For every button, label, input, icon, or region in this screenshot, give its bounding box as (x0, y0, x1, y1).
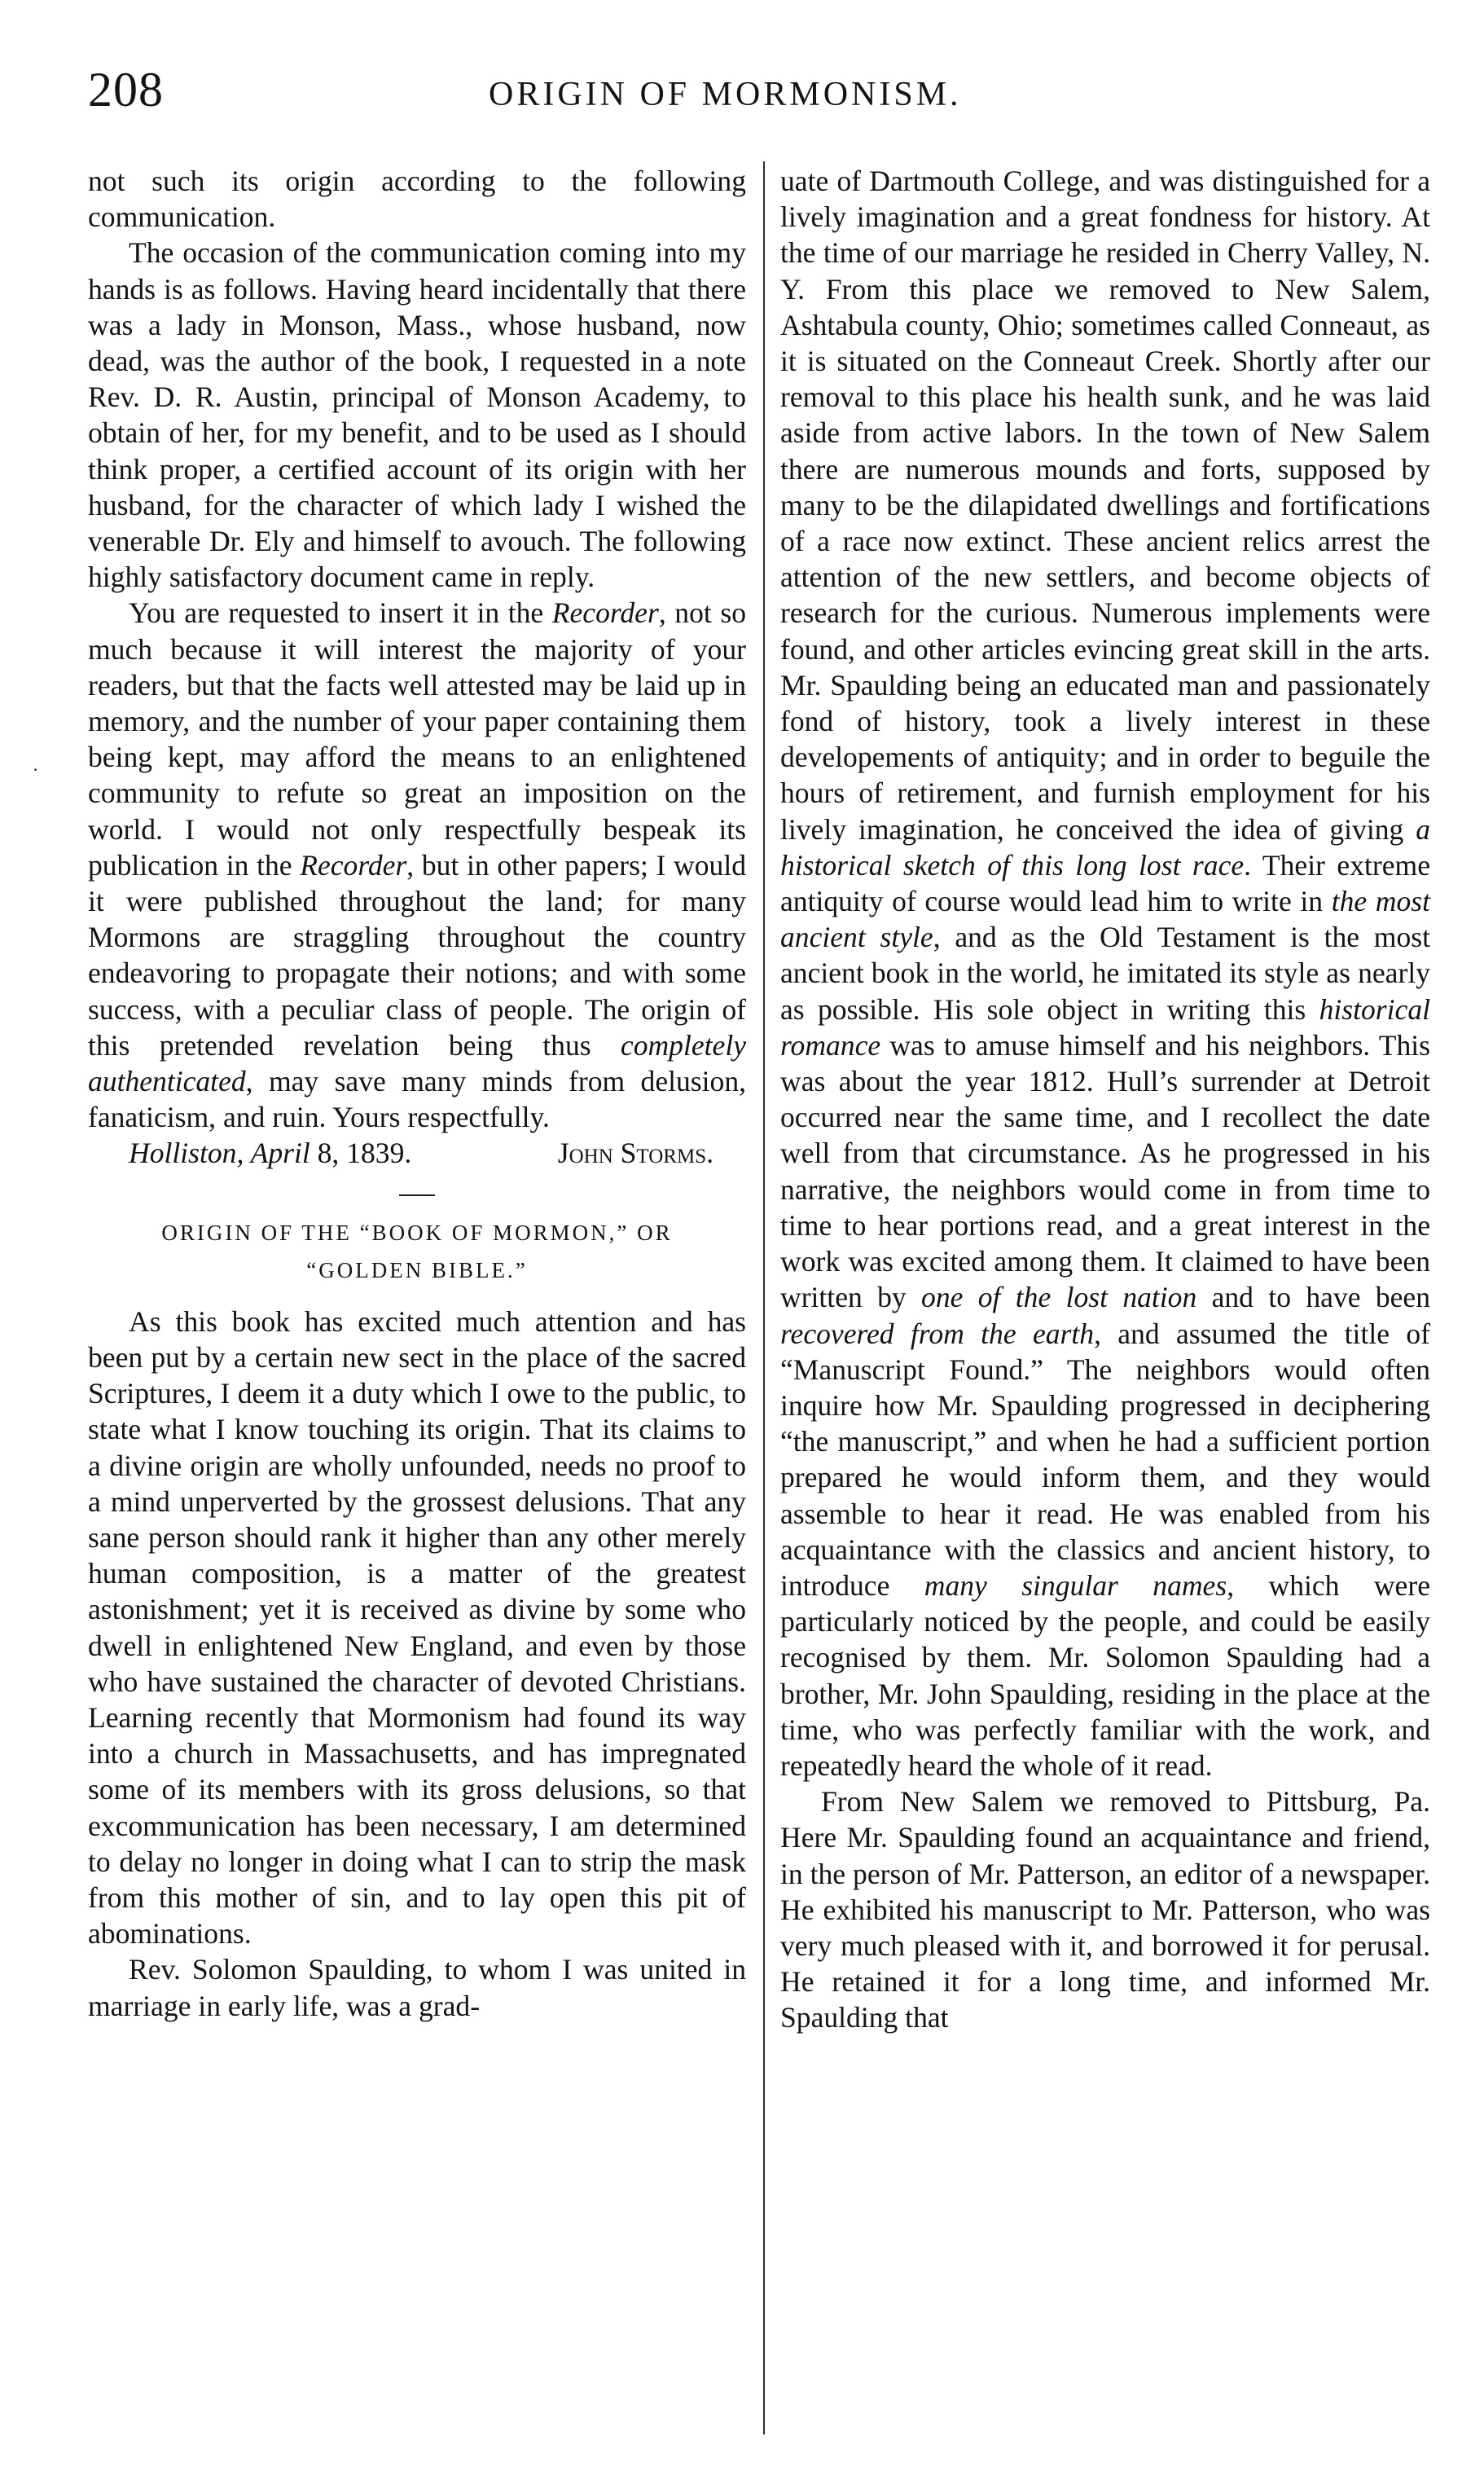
running-head: ORIGIN OF MORMONISM. (489, 76, 962, 113)
article-heading-line: “GOLDEN BIBLE.” (306, 1257, 528, 1282)
italic-run: a historical sketch of this long lost race (780, 812, 1430, 882)
text-run: , and assumed the title of “Manuscript Found.” The neighbors would often inquire how Mr. Spaulding progressed in deciphering “the manuscript,” and when he had a sufficient portion prepared he would inform them, and they would assemble to hear it read. He was enabled from his acquaintance with the classics and ancient history, to introduce (780, 1317, 1430, 1602)
italic-run: one of the lost nation (921, 1281, 1197, 1314)
page-number: 208 (88, 63, 164, 117)
text-run: , and as the Old Testament is the most ancient book in the world, he imitated its style as nearly as possible. His sole object in writing this (780, 921, 1430, 1026)
paragraph: Rev. Solomon Spaulding, to whom I was united in marriage in early life, was a grad- (88, 1953, 746, 2022)
text-run: . Their extreme antiquity of course would lead him to write in (780, 848, 1430, 918)
left-column (88, 163, 746, 2024)
stray-ink-mark: · (33, 759, 39, 780)
right-column (780, 163, 1430, 2036)
italic-run: Recorder (300, 848, 407, 882)
article-heading-line: ORIGIN OF THE “BOOK OF MORMON,” OR (161, 1220, 673, 1245)
column-divider (763, 161, 765, 2434)
text-run: and to have been (1196, 1281, 1430, 1314)
paragraph: As this book has excited much attention and has been put by a certain new sect in the place of the sacred Scriptures, I deem it a duty which I owe to the public, to state what I know touching its origin. That its claims to a divine origin are wholly unfounded, needs no proof to a mind unperverted by the grossest delusions. That any sane person should rank it higher than any other merely human composition, is a matter of the greatest astonishment; yet it is received as divine by some who dwell in enlightened New England, and even by those who have sustained the character of devoted Christians. Learning recently that Mormonism had found its way into a church in Massachusetts, and has impregnated some of its members with its gross delusions, so that excommunication has been necessary, I am determined to delay no longer in doing what I can to strip the mask from this mother of sin, and to lay open this pit of abominations. (88, 1304, 746, 1951)
text-run: , may save many minds from delusion, fanaticism, and ruin. Yours respectfully. (88, 1065, 746, 1134)
text-run: You are requested to insert it in the (129, 596, 552, 630)
paragraph: not such its origin according to the following communication. (88, 165, 746, 234)
italic-run: many singular names (924, 1568, 1227, 1602)
article-heading (88, 1214, 746, 1289)
paragraph: The occasion of the communication coming into my hands is as follows. Having heard incidentally that there was a lady in Monson, Mass., whose husband, now dead, was the author of the book, I requested in a note Rev. D. R. Austin, principal of Monson Academy, to obtain of her, for my benefit, and to be used as I should think proper, a certified account of its origin with her husband, for the character of which lady I wished the venerable Dr. Ely and himself to avouch. The following highly satisfactory document came in reply. (88, 236, 746, 594)
italic-run: recovered from the earth (780, 1317, 1095, 1350)
paragraph (780, 163, 1430, 1783)
paragraph: From New Salem we removed to Pittsburg, Pa. Here Mr. Spaulding found an acquaintance and friend, in the person of Mr. Patterson, an editor of a newspaper. He exhibited his manuscript to Mr. Patterson, who was very much pleased with it, and borrowed it for perusal. He retained it for a long time, and informed Mr. Spaulding that (780, 1785, 1430, 2034)
text-run: , not so much because it will interest the majority of your readers, but that the facts well attested may be laid up in memory, and the number of your paper containing them being kept, may afford the means to an enlightened community to refute so great an imposition on the world. I would not only respectfully bespeak its publication in the (88, 596, 746, 882)
italic-run: Recorder (551, 596, 659, 630)
dateline-place: Holliston, April (129, 1137, 310, 1170)
section-rule (399, 1194, 435, 1196)
text-run: , which were particularly noticed by the people, and could be easily recognised by them. Mr. Solomon Spaulding had a brother, Mr. John Spaulding, residing in the place at the time, who was perfectly familiar with the work, and repeatedly heard the whole of it read. (780, 1568, 1430, 1782)
text-run: uate of Dartmouth College, and was distinguished for a lively imagination and a great fondness for history. At the time of our marriage he resided in Cherry Valley, N. Y. From this place we removed to New Salem, Ashtabula county, Ohio; sometimes called Conneaut, as it is situated on the Conneaut Creek. Shortly after our removal to this place his health sunk, and he was laid aside from active labors. In the town of New Salem there are numerous mounds and forts, supposed by many to be the dilapidated dwellings and fortifications of a race now extinct. These ancient relics arrest the attention of the new settlers, and become objects of research for the curious. Numerous implements were found, and other articles evincing great skill in the arts. Mr. Spaulding being an educated man and passionately fond of history, took a lively interest in these developements of antiquity; and in order to beguile the hours of retirement, and furnish employment for his lively imagination, he conceived the idea of giving (780, 165, 1430, 846)
italic-run: completely authenticated (88, 1028, 746, 1098)
dateline-date: 8, 1839. (310, 1137, 412, 1170)
signature: John Storms. (557, 1137, 713, 1170)
text-run: , but in other papers; I would it were published throughout the land; for many Mormons are straggling throughout the country endeavoring to propagate their notions; and with some success, with a peculiar class of people. The origin of this pretended revelation being thus (88, 848, 746, 1062)
text-run: was to amuse himself and his neighbors. This was about the year 1812. Hull’s surrender at Detroit occurred near the same time, and I recollect the date well from that circumstance. As he progressed in his narrative, the neighbors would come in from time to time to hear portions read, and a great interest in the work was excited among them. It claimed to have been written by (780, 1028, 1430, 1314)
italic-run: the most ancient style (780, 885, 1430, 954)
italic-run: historical romance (780, 992, 1430, 1062)
